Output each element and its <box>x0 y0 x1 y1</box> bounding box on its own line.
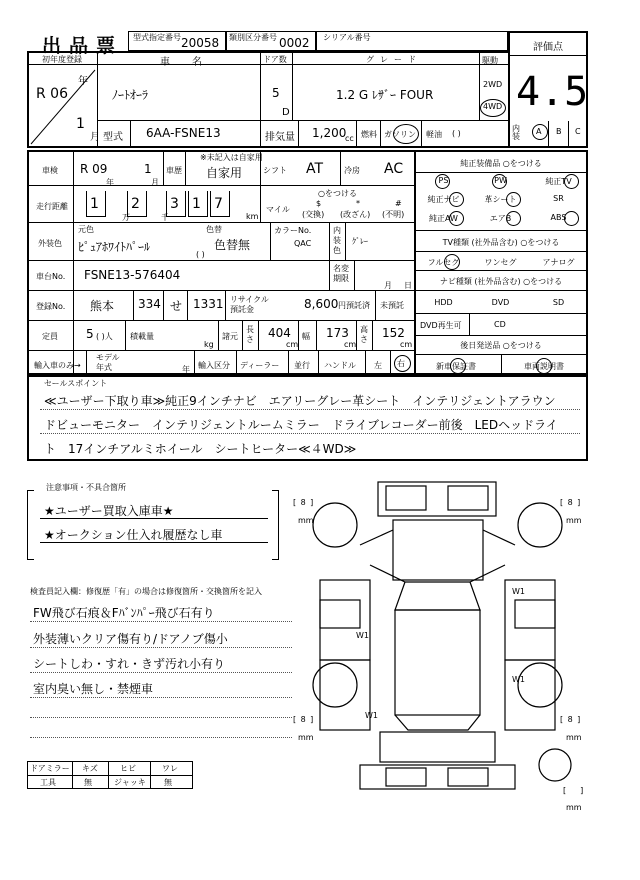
diagram-mark-1: W1 <box>512 587 525 596</box>
spec-number-value: 20058 <box>181 36 220 50</box>
mileage-km: km <box>246 212 259 221</box>
length-unit: cm <box>286 340 299 349</box>
mileage-digit-5: 7 <box>214 196 223 212</box>
height-value: 152 <box>382 326 405 340</box>
navi-type-3: SD <box>552 298 565 307</box>
score-value: 4.5 <box>516 69 589 115</box>
diagram-mark-4: W1 <box>365 711 378 720</box>
interior-label: 内装 <box>512 124 520 141</box>
diagram-rear-window <box>395 715 480 730</box>
diagram-windshield <box>395 582 480 610</box>
first-reg-diagonal <box>27 64 97 146</box>
recycle-suffix: 円預託済 <box>338 301 370 310</box>
reg-kana: せ <box>170 299 183 313</box>
tv-type-3: アナログ <box>542 258 575 267</box>
interior-color-label: 内装色 <box>333 226 341 255</box>
tools-header-scratch: キズ <box>82 764 98 773</box>
diagram-spare-tire <box>539 749 571 781</box>
tread-front-right-unit: mm <box>566 516 582 525</box>
spec-number-label: 型式指定番号 <box>133 33 181 42</box>
class-number-label: 類別区分番号 <box>229 33 277 42</box>
tv-fullseg-circle <box>444 254 460 270</box>
exterior-color-label: 外装色 <box>38 239 62 248</box>
jack-label: ジャッキ <box>114 778 146 787</box>
tread-spare: [ ] <box>563 786 584 795</box>
inspection-year: R 09 <box>80 162 108 176</box>
note-item-2: ★オークション仕入れ履歴なし車 <box>44 528 223 542</box>
mileage-digit-1: 1 <box>90 196 99 212</box>
import-type-label: 輸入区分 <box>198 361 230 370</box>
serial-number-label: シリアル番号 <box>323 33 371 42</box>
interior-b: B <box>556 127 562 136</box>
mileage-digit-3: 3 <box>170 196 179 212</box>
tools-table <box>27 761 193 789</box>
notes-bracket-right <box>272 490 279 560</box>
tv-header: TV種類 (社外品含む) ○をつける <box>442 238 560 247</box>
equipment-item-3-1: 純正AW <box>429 214 458 223</box>
spec-number-box <box>128 31 226 51</box>
drive-4wd: 4WD <box>483 102 503 111</box>
class-number-box <box>226 31 316 51</box>
reg-area: 熊本 <box>90 299 115 313</box>
diagram-front-left-wheel <box>313 503 357 547</box>
sales-point-line-1: ≪ユーザー下取り車≫純正9インチナビ エアリーグレー革シート インテリジェントアラウン <box>44 394 556 408</box>
jack-value: 無 <box>164 778 172 787</box>
reg-number: 1331 <box>193 297 224 311</box>
diagram-front-right-wheel <box>518 503 562 547</box>
tread-spare-unit: mm <box>566 803 582 812</box>
inspector-label: 検査員記入欄：修復歴「有」の場合は修復箇所・交換箇所を記入 <box>30 587 262 596</box>
diagram-left-rear-door <box>320 660 370 730</box>
diagram-left-front-door <box>320 580 370 660</box>
cooler-label: 冷房 <box>344 166 360 175</box>
mileage-digit-2: 2 <box>131 196 140 212</box>
first-reg-year-suffix: 年 <box>78 76 88 87</box>
tread-rear-right-unit: mm <box>566 733 582 742</box>
shift-value: AT <box>306 161 324 177</box>
original-color: ﾋﾟｭｱﾎﾜｲﾄﾊﾟｰﾙ <box>78 240 151 254</box>
notes-label: 注意事項・不具合箇所 <box>46 483 126 492</box>
equipment-item-1-1: PS <box>438 176 449 185</box>
first-reg-label: 初年度登録 <box>42 55 82 64</box>
import-dealer: ディーラー <box>240 361 280 370</box>
inspector-item-1: FW飛び石痕＆Fﾊﾞﾝﾊﾟｰ飛び石有り <box>33 606 215 620</box>
type-value: 6AA-FSNE13 <box>146 126 221 140</box>
docs-header: 後日発送品 ○をつける <box>460 341 542 350</box>
tools-label: 工具 <box>40 778 56 787</box>
diagram-roof <box>395 610 480 715</box>
drive-2wd: 2WD <box>483 80 503 89</box>
fuel-other: ( ) <box>452 129 461 138</box>
inspector-item-2: 外装薄いクリア傷有り/ドアノブ傷小 <box>33 632 228 646</box>
shift-label: シフト <box>263 166 287 175</box>
equipment-item-3-3: ABS <box>550 213 567 222</box>
equipment-item-1-2: PW <box>494 176 507 185</box>
model-label: 車名 <box>160 57 224 68</box>
grade-value: 1.2 G ﾚｻﾞｰ FOUR <box>336 88 434 102</box>
first-reg-year: R 06 <box>36 86 68 102</box>
handle-left: 左 <box>374 361 382 370</box>
tread-front-left: [ 8 ] <box>293 498 314 507</box>
doors-type: D <box>282 107 290 118</box>
import-parallel: 並行 <box>294 361 310 370</box>
doc-warranty: 新車保証書 <box>436 362 476 371</box>
inspector-item-3: シートしわ・すれ・きず汚れ小有り <box>33 657 226 671</box>
sales-point-line-3: ト 17インチアルミホイール シートヒーター≪４WD≫ <box>44 442 357 456</box>
first-reg-month: 1 <box>76 116 85 132</box>
fuel-label: 燃料 <box>361 130 377 139</box>
doc-manual: 車両説明書 <box>524 362 564 371</box>
modified-symbol: * <box>356 199 360 208</box>
diagram-rear-bumper <box>360 765 515 789</box>
original-color-label: 元色 <box>78 225 94 234</box>
diagram-hood <box>393 520 483 580</box>
model-year-label: モデル年式 <box>96 353 120 372</box>
first-reg-month-suffix: 月 <box>90 132 100 143</box>
inspection-month: 1 <box>144 162 152 176</box>
name-change-day: 日 <box>404 281 412 290</box>
model-year-suffix: 年 <box>182 365 190 374</box>
mile-label: マイル <box>266 205 290 214</box>
exchange-symbol: $ <box>316 199 322 208</box>
tv-type-1: フルセグ <box>427 258 460 267</box>
class-number-value: 0002 <box>279 36 310 50</box>
serial-number-box <box>316 31 508 51</box>
cooler-value: AC <box>384 161 404 177</box>
diagram-trunk <box>380 732 495 762</box>
exchange-text: (交換) <box>302 210 325 219</box>
unknown-symbol: # <box>395 199 402 208</box>
load-unit: kg <box>204 340 214 349</box>
sales-point-label: セールスポイント <box>44 379 108 388</box>
doors-label: ドア数 <box>263 55 287 64</box>
history-label: 車歴 <box>166 166 182 175</box>
tools-header-break: ワレ <box>162 764 178 773</box>
displacement-label: 排気量 <box>265 132 295 143</box>
length-value: 404 <box>268 326 291 340</box>
grade-label: グレード <box>366 55 422 64</box>
tread-rear-left-unit: mm <box>298 733 314 742</box>
dvd-cd: CD <box>494 320 506 329</box>
inspector-item-4: 室内臭い無し・禁煙車 <box>33 682 154 696</box>
color-no-label: カラーNo. <box>274 226 312 235</box>
note-item-1: ★ユーザー買取入庫車★ <box>44 504 174 518</box>
name-change-label: 名変期限 <box>333 264 349 283</box>
height-unit: cm <box>400 340 413 349</box>
equipment-item-3-2: エアB <box>489 214 512 223</box>
doors-value: 5 <box>272 86 280 100</box>
width-unit: cm <box>344 340 357 349</box>
reg-label: 登録No. <box>36 302 66 311</box>
tools-value: 無 <box>84 778 92 787</box>
history-note: ※未記入は自家用 <box>200 153 263 162</box>
color-change-label: 色替 <box>206 225 222 234</box>
width-label: 幅 <box>302 332 310 341</box>
tread-front-left-unit: mm <box>298 516 314 525</box>
history-value: 自家用 <box>206 166 243 180</box>
color-change-note: ( ) <box>196 250 205 259</box>
inspection-label: 車検 <box>42 166 58 175</box>
unknown-text: (不明) <box>382 210 405 219</box>
capacity-label: 定員 <box>42 332 58 341</box>
chassis-value: FSNE13-576404 <box>84 268 181 282</box>
exchange-header: ○をつける <box>318 189 357 198</box>
light-oil-label: 軽油 <box>426 130 442 139</box>
modified-text: (改ざん) <box>340 210 371 219</box>
tools-header-crack: ヒビ <box>120 764 136 773</box>
capacity-suffix: ( )人 <box>96 332 113 341</box>
displacement-unit: cc <box>345 134 354 143</box>
equipment-item-2-3: SR <box>553 194 564 203</box>
height-label: 高さ <box>360 325 368 344</box>
width-value: 173 <box>326 326 349 340</box>
inspection-year-suffix: 年 <box>106 178 114 187</box>
mileage-digit-4: 1 <box>192 196 201 212</box>
chassis-label: 車台No. <box>36 272 66 281</box>
car-diagram <box>290 470 590 800</box>
mileage-sen: 千 <box>161 213 169 222</box>
recycle-unpaid: 未預託 <box>380 301 404 310</box>
tread-front-right: [ 8 ] <box>560 498 581 507</box>
reg-class: 334 <box>138 297 161 311</box>
fuel-value: ガソリン <box>384 130 416 139</box>
equipment-header: 純正装備品 ○をつける <box>460 159 542 168</box>
mileage-man: 万 <box>122 213 130 222</box>
handle-right: 右 <box>397 359 405 368</box>
model-value: ﾉｰﾄｵｰﾗ <box>112 88 149 102</box>
dims-label: 諸元 <box>222 332 238 341</box>
score-label: 評価点 <box>533 42 563 53</box>
color-no: QAC <box>294 239 312 248</box>
tv-type-2: ワンセグ <box>484 258 517 267</box>
equipment-item-1-3: 純正TV <box>545 177 572 186</box>
inspection-month-suffix: 月 <box>151 178 159 187</box>
document-title: 出品票 <box>42 35 124 57</box>
color-change: 色替無 <box>214 238 251 252</box>
type-label: 型式 <box>103 132 123 143</box>
interior-c: C <box>575 127 581 136</box>
length-label: 長さ <box>246 325 254 344</box>
diagram-mark-3: W1 <box>512 675 525 684</box>
import-label: 輸入車のみ→ <box>34 361 81 370</box>
handle-label: ハンドル <box>324 361 356 370</box>
tread-rear-right: [ 8 ] <box>560 715 581 724</box>
navi-header: ナビ種類 (社外品含む) ○をつける <box>439 277 563 286</box>
equipment-item-2-2: 革シート <box>484 195 517 204</box>
interior-a: A <box>536 127 542 136</box>
mileage-label: 走行距離 <box>36 202 68 211</box>
drive-label: 駆動 <box>482 56 498 65</box>
navi-type-1: HDD <box>434 298 453 307</box>
capacity-value: 5 <box>86 327 94 341</box>
navi-type-2: DVD <box>491 298 510 307</box>
interior-color: ｸﾞﾚｰ <box>352 237 368 246</box>
name-change-month: 月 <box>384 281 392 290</box>
notes-bracket <box>27 490 34 560</box>
equipment-item-2-1: 純正ナビ <box>427 195 460 204</box>
recycle-value: 8,600 <box>304 297 339 311</box>
recycle-label: リサイクル預託金 <box>230 295 269 314</box>
diagram-front-bumper <box>378 482 496 516</box>
diagram-mark-2: W1 <box>356 631 369 640</box>
tools-header-mirror: ドアミラー <box>30 764 70 773</box>
sales-point-line-2: ドビューモニター インテリジェントルームミラー ドライブレコーダー前後 LEDヘッドライ <box>44 418 558 432</box>
dvd-label: DVD再生可 <box>420 321 462 330</box>
displacement-value: 1,200 <box>312 126 347 140</box>
tread-rear-left: [ 8 ] <box>293 715 314 724</box>
diagram-right-rear-door <box>505 660 555 730</box>
load-label: 積載量 <box>130 332 154 341</box>
